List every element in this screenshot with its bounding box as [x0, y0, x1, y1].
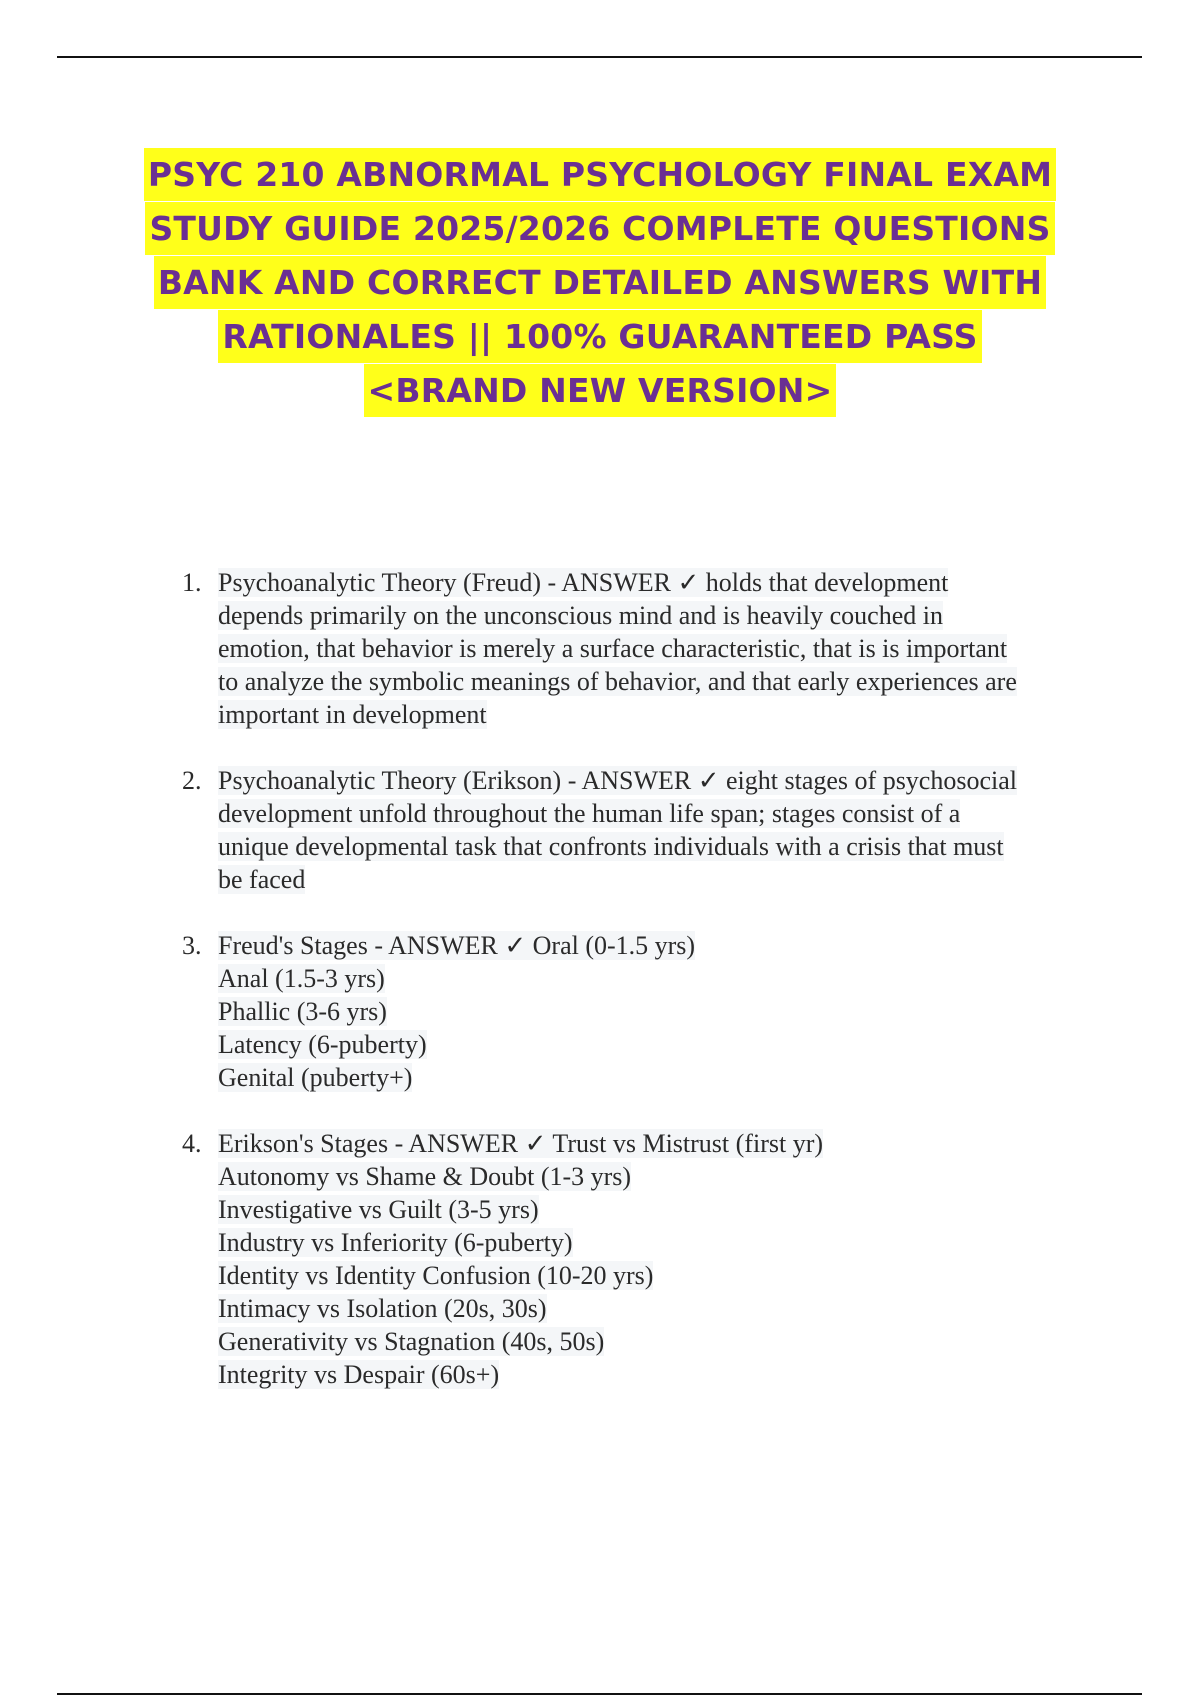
top-divider — [57, 56, 1142, 58]
item-number: 4. — [182, 1129, 202, 1158]
item-number: 1. — [182, 568, 202, 597]
item-text-line: Psychoanalytic Theory (Erikson) - ANSWER ✓ eight stages of psychosocial — [218, 766, 1017, 795]
list-item — [170, 929, 1100, 1094]
title-line-3: BANK AND CORRECT DETAILED ANSWERS WITH — [154, 256, 1046, 309]
item-text-line: depends primarily on the unconscious mind and is heavily couched in — [218, 601, 943, 630]
item-text-line: Erikson's Stages - ANSWER ✓ Trust vs Mistrust (first yr) — [218, 1129, 824, 1158]
list-item — [170, 1127, 1100, 1391]
list-item — [170, 764, 1100, 896]
title-line-1: PSYC 210 ABNORMAL PSYCHOLOGY FINAL EXAM — [144, 148, 1056, 201]
item-text-line: emotion, that behavior is merely a surface characteristic, that is is important — [218, 634, 1008, 663]
item-text-line: Latency (6-puberty) — [218, 1030, 427, 1059]
list-item — [170, 566, 1100, 731]
item-text-line: Identity vs Identity Confusion (10-20 yrs) — [218, 1261, 654, 1290]
item-text-line: Intimacy vs Isolation (20s, 30s) — [218, 1294, 547, 1323]
title-line-4: RATIONALES || 100% GUARANTEED PASS — [218, 310, 981, 363]
item-text-line: Integrity vs Despair (60s+) — [218, 1360, 500, 1389]
item-text-line: development unfold throughout the human life span; stages consist of a — [218, 799, 961, 828]
item-number: 2. — [182, 766, 202, 795]
item-text-line: Freud's Stages - ANSWER ✓ Oral (0-1.5 yrs) — [218, 931, 696, 960]
item-text-line: Autonomy vs Shame & Doubt (1-3 yrs) — [218, 1162, 632, 1191]
title-line-2: STUDY GUIDE 2025/2026 COMPLETE QUESTIONS — [145, 202, 1054, 255]
item-text-line: Psychoanalytic Theory (Freud) - ANSWER ✓ holds that development — [218, 568, 949, 597]
item-text-line: unique developmental task that confronts individuals with a crisis that must — [218, 832, 1004, 861]
title-line-5: <BRAND NEW VERSION> — [364, 364, 837, 417]
item-text-line: Industry vs Inferiority (6-puberty) — [218, 1228, 573, 1257]
item-text-line: to analyze the symbolic meanings of behavior, and that early experiences are — [218, 667, 1017, 696]
bottom-divider — [57, 1693, 1142, 1695]
item-text-line: Phallic (3-6 yrs) — [218, 997, 387, 1026]
item-text-line: Generativity vs Stagnation (40s, 50s) — [218, 1327, 605, 1356]
item-text-line: Genital (puberty+) — [218, 1063, 413, 1092]
item-number: 3. — [182, 931, 202, 960]
document-title — [120, 148, 1080, 418]
item-text-line: Anal (1.5-3 yrs) — [218, 964, 385, 993]
item-text-line: Investigative vs Guilt (3-5 yrs) — [218, 1195, 539, 1224]
item-text-line: important in development — [218, 700, 487, 729]
question-answer-list — [170, 566, 1100, 1391]
item-text-line: be faced — [218, 865, 306, 894]
